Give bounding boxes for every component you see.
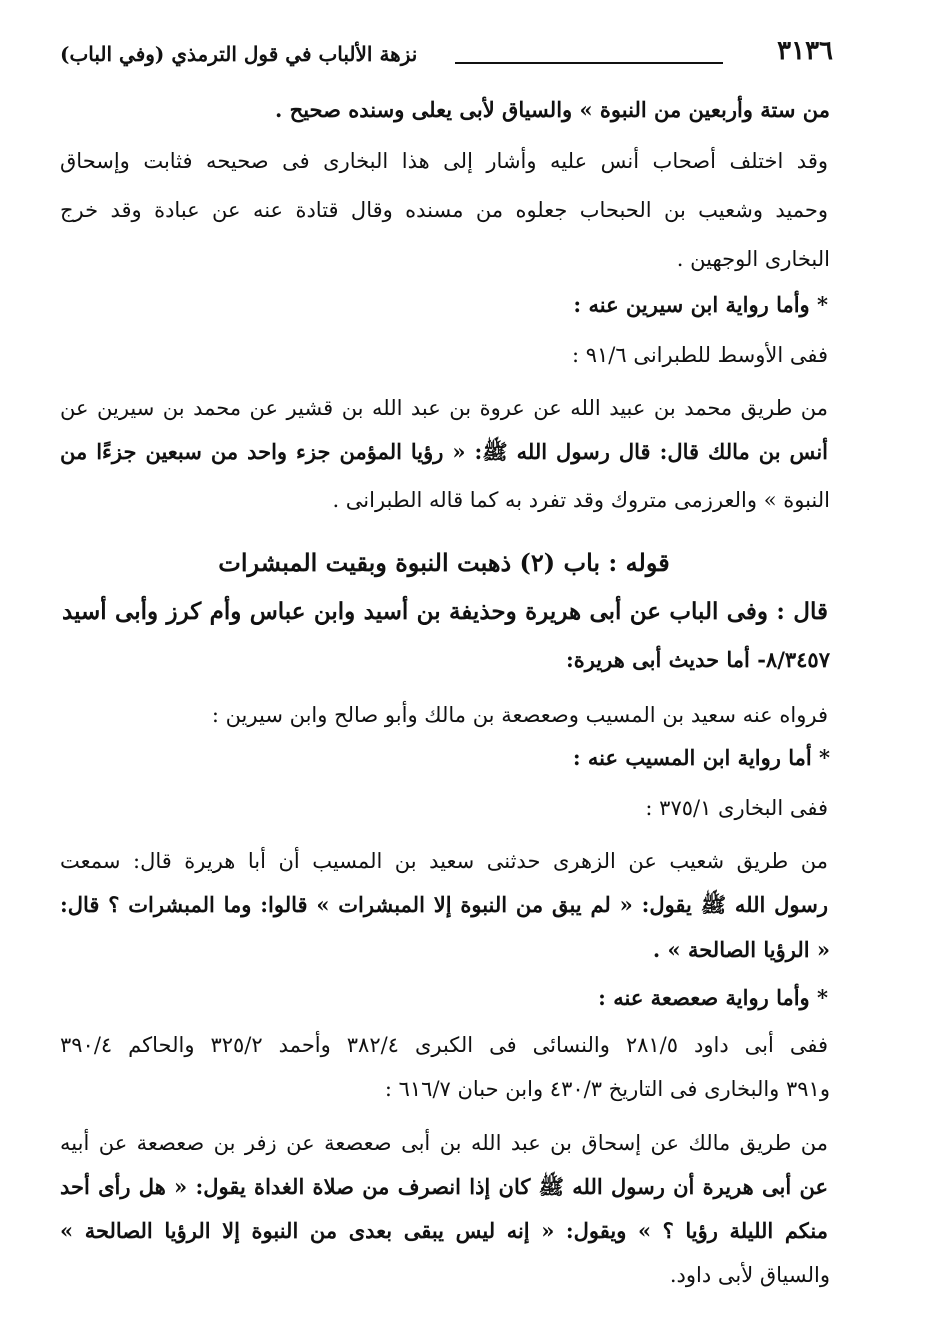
text-line: ففى أبى داود ٢٨١/٥ والنسائى فى الكبرى ٣٨٢/٤ وأحمد ٣٢٥/٢ والحاكم ٣٩٠/٤ [60,1033,828,1057]
text-line: وقد اختلف أصحاب أنس عليه وأشار إلى هذا البخارى فى صحيحه فثابت وإسحاق [60,149,828,173]
text-line: والسياق لأبى داود. [669,1263,830,1287]
text-line: ففى الأوسط للطبرانى ٩١/٦ : [571,343,828,367]
section-heading: قوله : باب (٢) ذهبت النبوة وبقيت المبشرات [218,548,670,577]
running-title: نزهة الألباب في قول الترمذي (وفي الباب) [60,42,418,66]
text-line: النبوة » والعرزمى متروك وقد تفرد به كما قاله الطبرانى . [332,488,830,512]
text-line: من طريق شعيب عن الزهرى حدثنى سعيد بن المسيب أن أبا هريرة قال: سمعت [60,849,828,873]
text-line: البخارى الوجهين . [676,247,830,271]
text-line: وحميد وشعيب بن الحبحاب جعلوه من مسنده وقال قتادة عنه عن عبادة وقد خرج [60,198,828,222]
text-line: رسول الله ﷺ يقول: « لم يبق من النبوة إلا المبشرات » قالوا: وما المبشرات ؟ قال: [60,892,828,917]
text-line: و٣٩١ والبخارى فى التاريخ ٤٣٠/٣ وابن حبان ٦١٦/٧ : [384,1077,830,1101]
subheading: * وأما رواية ابن سيرين عنه : [573,292,828,317]
text-line: من طريق مالك عن إسحاق بن عبد الله بن أبى صعصعة عن زفر بن صعصعة عن أبيه [60,1131,828,1155]
text-line: منكم الليلة رؤيا ؟ » ويقول: « إنه ليس يبقى بعدى من النبوة إلا الرؤيا الصالحة » [60,1218,828,1243]
text-line: قال : وفى الباب عن أبى هريرة وحذيفة بن أسيد وابن عباس وأم كرز وأبى أسيد [62,598,828,625]
subheading: * أما رواية ابن المسيب عنه : [572,745,830,770]
page-number: ٣١٣٦ [777,36,833,66]
text-line: من ستة وأربعين من النبوة » والسياق لأبى يعلى وسنده صحيح . [275,97,830,122]
subheading: * وأما رواية صعصعة عنه : [598,985,828,1010]
text-line: أنس بن مالك قال: قال رسول الله ﷺ: « رؤيا المؤمن جزء واحد من سبعين جزءًا من [60,439,828,464]
page-header [60,36,833,76]
text-line: ففى البخارى ٣٧٥/١ : [645,796,828,820]
header-rule [455,62,723,64]
text-line: من طريق محمد بن عبيد الله عن عروة بن عبد الله بن قشير عن محمد بن سيرين عن [60,396,828,420]
hadith-heading: ٨/٣٤٥٧- أما حديث أبى هريرة: [565,647,830,672]
text-line: « الرؤيا الصالحة » . [652,937,830,962]
text-line: عن أبى هريرة أن رسول الله ﷺ كان إذا انصرف من صلاة الغداة يقول: « هل رأى أحد [60,1174,828,1199]
text-line: فرواه عنه سعيد بن المسيب وصعصعة بن مالك وأبو صالح وابن سيرين : [211,703,828,727]
